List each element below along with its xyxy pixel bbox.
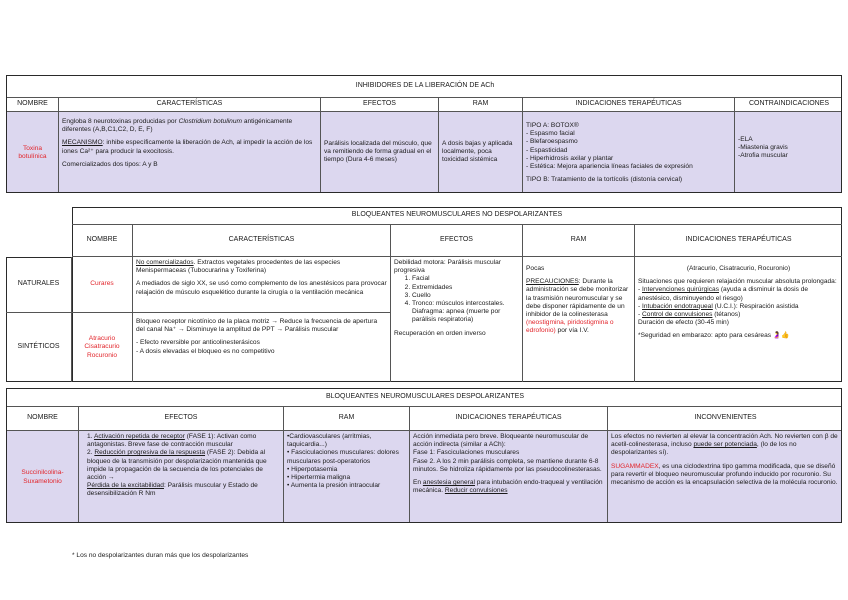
table3-header-efectos: EFECTOS: [79, 407, 284, 431]
mecanismo-label: MECANISMO: [62, 139, 103, 147]
table-no-despolarizantes: [6, 207, 842, 382]
table2-car-naturales: No comercializados. Extractos vegetales procedentes de las especies Menispermaceas (Tubocurarina y Toxiferina) A mediados de siglo XX, se usó como complemento de los anestésicos para provocar relajación de músculo esquelético durante la cirugía o la ventilación mecánica: [133, 257, 391, 313]
table-toxina-botulinica: [6, 75, 842, 193]
table3-header-ram: RAM: [284, 407, 410, 431]
table2-title: BLOQUEANTES NEUROMUSCULARES NO DESPOLARIZANTES: [72, 207, 842, 225]
table-despolarizantes: [6, 388, 842, 523]
table2-header-ram: RAM: [523, 225, 635, 257]
table2-name-sinteticos: Atracurio Cisatracurio Rocuronio: [72, 313, 133, 382]
table1-header-indicaciones: INDICACIONES TERAPÉUTICAS: [523, 98, 735, 112]
table3-name-succinilcolina: Succinilcolina-Suxametonio: [7, 431, 79, 523]
table1-header-contraindicaciones: CONTRAINDICACIONES: [735, 98, 842, 112]
table1-name-toxina: Toxina botulínica: [7, 112, 59, 193]
table1-title: INHIBIDORES DE LA LIBERACIÓN DE ACh: [7, 76, 842, 98]
table1-header-ram: RAM: [439, 98, 523, 112]
table3-header-inconvenientes: INCONVENIENTES: [608, 407, 842, 431]
table2-header-nombre: NOMBRE: [72, 225, 133, 257]
table1-header-caracteristicas: CARACTERÍSTICAS: [59, 98, 321, 112]
table1-header-nombre: NOMBRE: [7, 98, 59, 112]
table2-efectos: Debilidad motora: Parálisis muscular progresiva 1. Facial 2. Extremidades 3. Cuello 4. Tronco: músculos intercostales. Diafragma: apnea (muerte por parálisis respiratoria) Recuperación en orden inverso: [391, 257, 523, 382]
table1-header-efectos: EFECTOS: [321, 98, 439, 112]
table2-car-sinteticos: Bloqueo receptor nicotínico de la placa motriz → Reduce la frecuencia de apertura del canal Na⁺ → Disminuye la amplitud de PPT → Parálisis muscular - Efecto reversible por anticolinesterásicos - A dosis elevadas el bloqueo es no competitivo: [133, 313, 391, 382]
table1-ram: A dosis bajas y aplicada localmente, poca toxicidad sistémica: [439, 112, 523, 193]
table1-contraindicaciones: -ELA -Miastenia gravis -Atrofia muscular: [735, 112, 842, 193]
table2-ram: Pocas PRECAUCIONES: Durante la administración se debe monitorizar la trasmisión neuromuscular y se debe disponer rápidamente de un inhibidor de la colinesterasa (neostigmina, piridostigmina o edrofonio) por vía I.V.: [523, 257, 635, 382]
sugammadex-label: SUGAMMADEX: [611, 462, 659, 470]
table3-header-nombre: NOMBRE: [7, 407, 79, 431]
table1-caracteristicas: Engloba 8 neurotoxinas producidas por Clostridium botulinum antigénicamente diferentes (A,B,C1,C2, D, E, F) MECANISMO: inhibe específicamente la liberación de Ach, al impedir la acción de los iones Ca²⁺ para producir la exocitosis. Comercializados dos tipos: A y B: [59, 112, 321, 193]
table2-header-caracteristicas: CARACTERÍSTICAS: [133, 225, 391, 257]
table3-title: BLOQUEANTES NEUROMUSCULARES DESPOLARIZANTES: [7, 389, 842, 407]
table2-header-indicaciones: INDICACIONES TERAPÉUTICAS: [635, 225, 842, 257]
table3-ram: •Cardiovasculares (arritmias, taquicardia...) • Fasciculaciones musculares: dolores musculares post-operatorios • Hiperpotasemia • Hipertermia maligna • Aumenta la presión intraocular: [284, 431, 410, 523]
table3-indicaciones: Acción inmediata pero breve. Bloqueante neuromuscular de acción indirecta (similar a ACh): Fase 1: Fasciculaciones musculares Fase 2. A los 2 min parálisis completa, se mantiene durante 6-8 minutos. Se hidroliza rápidamente por las pseudocolinesterasas. En anestesia general para intubación endo-traqueal y ventilación mecánica. Reducir convulsiones: [410, 431, 608, 523]
table1-indicaciones: TIPO A: BOTOX® - Espasmo facial - Blefaroespasmo - Espasticidad - Hiperhidrosis axilar y plantar - Estética: Mejora apariencia líneas faciales de expresión TIPO B: Tratamiento de la tortícolis (distonía cervical): [523, 112, 735, 193]
table3-header-indicaciones: INDICACIONES TERAPÉUTICAS: [410, 407, 608, 431]
row-label-sinteticos: SINTÉTICOS: [6, 313, 72, 382]
table1-efectos: Parálisis localizada del músculo, que va remitiendo de forma gradual en el tiempo (Dura 4-6 meses): [321, 112, 439, 193]
table2-indicaciones: (Atracurio, Cisatracurio, Rocuronio) Situaciones que requieren relajación muscular absoluta prolongada: - Intervenciones quirúrgicas (ayuda a disminuir la dosis de anestésico, disminuyendo el riesgo) - Intubación endotraqueal (U.C.I.): Respiración asistida - Control de convulsiones (tétanos) Duración de efecto (30-45 min) *Seguridad en embarazo: apto para cesáreas 🤰👍: [635, 257, 842, 382]
embarazo-note: *Seguridad en embarazo: apto para cesáreas 🤰👍: [638, 332, 790, 340]
row-label-naturales: NATURALES: [6, 257, 72, 313]
comercializados-text: Comercializados dos tipos: A y B: [62, 160, 158, 168]
table2-header-efectos: EFECTOS: [391, 225, 523, 257]
table2-name-curares: Curares: [72, 257, 133, 313]
table3-efectos: 1. Activación repetida de receptor (FASE 1): Activan como antagonistas. Breve fase de contracción muscular 2. Reducción progresiva de la respuesta (FASE 2): Debida al bloqueo de la transmisión por despolarización mantenida que impide la propagación de la secuencia de los potenciales de acción → Pérdida de la excitabilidad: Parálisis muscular y Estado de desensibilización R Nm: [79, 431, 284, 523]
footnote: * Los no despolarizantes duran más que los despolarizantes: [72, 552, 249, 559]
table3-inconvenientes: Los efectos no revierten al elevar la concentración Ach. No revierten con β de acetil-colinesterasa, incluso puede ser potenciada, (lo de los no despolarizantes sí). SUGAMMADEX, es una ciclodextrina tipo gamma modificada, que se diseñó para revertir el bloqueo neuromuscular profundo inducido por rocuronio. Su mecanismo de acción es la encapsulación selectiva de la molécula rocuronio.: [608, 431, 842, 523]
efectos-list: 1. Facial 2. Extremidades 3. Cuello 4. Tronco: músculos intercostales. Diafragma: apnea (muerte por parálisis respiratoria): [394, 275, 519, 324]
